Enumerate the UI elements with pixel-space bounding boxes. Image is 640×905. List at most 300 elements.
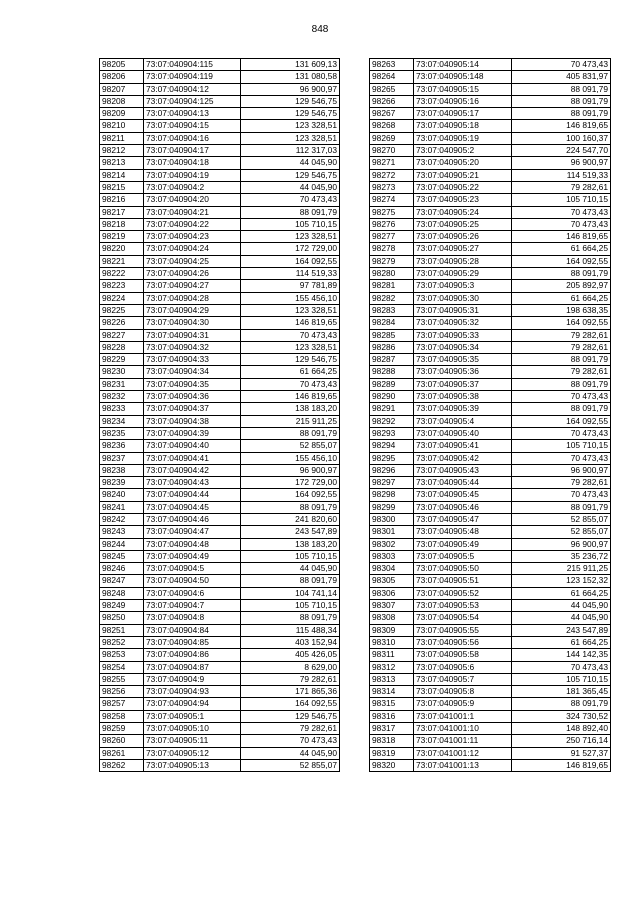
cadastral-number-cell: 73:07:041001:11 bbox=[414, 735, 512, 747]
row-number-cell: 98229 bbox=[100, 354, 144, 366]
row-number-cell: 98234 bbox=[100, 415, 144, 427]
table-row bbox=[370, 489, 611, 501]
cadastral-number-cell: 73:07:040904:29 bbox=[144, 304, 241, 316]
cadastral-number-cell: 73:07:040905:34 bbox=[414, 341, 512, 353]
amount-cell: 205 892,97 bbox=[512, 280, 611, 292]
amount-cell: 243 547,89 bbox=[241, 526, 340, 538]
table-row bbox=[370, 59, 611, 71]
amount-cell: 146 819,65 bbox=[241, 391, 340, 403]
cadastral-number-cell: 73:07:040904:119 bbox=[144, 71, 241, 83]
cadastral-number-cell: 73:07:041001:1 bbox=[414, 710, 512, 722]
cadastral-number-cell: 73:07:040905:50 bbox=[414, 563, 512, 575]
row-number-cell: 98309 bbox=[370, 624, 414, 636]
cadastral-number-cell: 73:07:040904:46 bbox=[144, 513, 241, 525]
amount-cell: 146 819,65 bbox=[512, 120, 611, 132]
table-row bbox=[100, 304, 340, 316]
table-row bbox=[100, 538, 340, 550]
cadastral-number-cell: 73:07:040904:84 bbox=[144, 624, 241, 636]
table-row bbox=[370, 759, 611, 771]
amount-cell: 70 473,43 bbox=[241, 378, 340, 390]
row-number-cell: 98235 bbox=[100, 427, 144, 439]
row-number-cell: 98293 bbox=[370, 427, 414, 439]
cadastral-number-cell: 73:07:040904:94 bbox=[144, 698, 241, 710]
row-number-cell: 98224 bbox=[100, 292, 144, 304]
amount-cell: 44 045,90 bbox=[241, 181, 340, 193]
cadastral-number-cell: 73:07:041001:10 bbox=[414, 723, 512, 735]
row-number-cell: 98277 bbox=[370, 231, 414, 243]
table-row bbox=[100, 563, 340, 575]
row-number-cell: 98300 bbox=[370, 513, 414, 525]
row-number-cell: 98301 bbox=[370, 526, 414, 538]
amount-cell: 88 091,79 bbox=[512, 83, 611, 95]
amount-cell: 61 664,25 bbox=[512, 636, 611, 648]
table-row bbox=[370, 698, 611, 710]
table-row bbox=[370, 452, 611, 464]
row-number-cell: 98211 bbox=[100, 132, 144, 144]
row-number-cell: 98264 bbox=[370, 71, 414, 83]
table-row bbox=[100, 747, 340, 759]
cadastral-number-cell: 73:07:040904:24 bbox=[144, 243, 241, 255]
amount-cell: 243 547,89 bbox=[512, 624, 611, 636]
cadastral-number-cell: 73:07:040905:48 bbox=[414, 526, 512, 538]
row-number-cell: 98271 bbox=[370, 157, 414, 169]
amount-cell: 88 091,79 bbox=[512, 108, 611, 120]
amount-cell: 114 519,33 bbox=[241, 268, 340, 280]
cadastral-number-cell: 73:07:040905:40 bbox=[414, 427, 512, 439]
amount-cell: 324 730,52 bbox=[512, 710, 611, 722]
cadastral-number-cell: 73:07:040904:27 bbox=[144, 280, 241, 292]
table-row bbox=[100, 218, 340, 230]
row-number-cell: 98221 bbox=[100, 255, 144, 267]
row-number-cell: 98318 bbox=[370, 735, 414, 747]
table-row bbox=[100, 452, 340, 464]
amount-cell: 123 328,51 bbox=[241, 120, 340, 132]
row-number-cell: 98306 bbox=[370, 587, 414, 599]
row-number-cell: 98263 bbox=[370, 59, 414, 71]
cadastral-number-cell: 73:07:040905:30 bbox=[414, 292, 512, 304]
row-number-cell: 98275 bbox=[370, 206, 414, 218]
amount-cell: 114 519,33 bbox=[512, 169, 611, 181]
table-row bbox=[100, 108, 340, 120]
row-number-cell: 98251 bbox=[100, 624, 144, 636]
cadastral-number-cell: 73:07:040905:25 bbox=[414, 218, 512, 230]
row-number-cell: 98210 bbox=[100, 120, 144, 132]
table-row bbox=[370, 710, 611, 722]
row-number-cell: 98281 bbox=[370, 280, 414, 292]
cadastral-number-cell: 73:07:040904:47 bbox=[144, 526, 241, 538]
cadastral-number-cell: 73:07:040905:16 bbox=[414, 95, 512, 107]
cadastral-number-cell: 73:07:040904:15 bbox=[144, 120, 241, 132]
cadastral-number-cell: 73:07:041001:13 bbox=[414, 759, 512, 771]
amount-cell: 70 473,43 bbox=[241, 194, 340, 206]
row-number-cell: 98308 bbox=[370, 612, 414, 624]
cadastral-number-cell: 73:07:040904:18 bbox=[144, 157, 241, 169]
row-number-cell: 98270 bbox=[370, 145, 414, 157]
amount-cell: 405 426,05 bbox=[241, 649, 340, 661]
row-number-cell: 98289 bbox=[370, 378, 414, 390]
table-row bbox=[100, 624, 340, 636]
amount-cell: 250 716,14 bbox=[512, 735, 611, 747]
row-number-cell: 98244 bbox=[100, 538, 144, 550]
table-row bbox=[370, 513, 611, 525]
table-row bbox=[370, 304, 611, 316]
table-row bbox=[370, 95, 611, 107]
cadastral-number-cell: 73:07:040904:5 bbox=[144, 563, 241, 575]
row-number-cell: 98287 bbox=[370, 354, 414, 366]
cadastral-number-cell: 73:07:040905:24 bbox=[414, 206, 512, 218]
cadastral-number-cell: 73:07:040904:87 bbox=[144, 661, 241, 673]
table-row bbox=[100, 317, 340, 329]
row-number-cell: 98313 bbox=[370, 673, 414, 685]
row-number-cell: 98276 bbox=[370, 218, 414, 230]
table-row bbox=[100, 206, 340, 218]
table-row bbox=[370, 501, 611, 513]
cadastral-number-cell: 73:07:040904:115 bbox=[144, 59, 241, 71]
table-row bbox=[100, 145, 340, 157]
row-number-cell: 98209 bbox=[100, 108, 144, 120]
amount-cell: 44 045,90 bbox=[241, 747, 340, 759]
table-row bbox=[370, 673, 611, 685]
row-number-cell: 98207 bbox=[100, 83, 144, 95]
cadastral-number-cell: 73:07:040905:12 bbox=[144, 747, 241, 759]
amount-cell: 123 152,32 bbox=[512, 575, 611, 587]
amount-cell: 70 473,43 bbox=[512, 427, 611, 439]
table-row bbox=[370, 587, 611, 599]
table-row bbox=[100, 612, 340, 624]
cadastral-number-cell: 73:07:040905:29 bbox=[414, 268, 512, 280]
table-row bbox=[370, 649, 611, 661]
row-number-cell: 98228 bbox=[100, 341, 144, 353]
amount-cell: 70 473,43 bbox=[512, 218, 611, 230]
table-row bbox=[370, 280, 611, 292]
amount-cell: 105 710,15 bbox=[512, 194, 611, 206]
amount-cell: 105 710,15 bbox=[241, 600, 340, 612]
cadastral-number-cell: 73:07:040905:55 bbox=[414, 624, 512, 636]
row-number-cell: 98222 bbox=[100, 268, 144, 280]
cadastral-number-cell: 73:07:040904:34 bbox=[144, 366, 241, 378]
row-number-cell: 98217 bbox=[100, 206, 144, 218]
table-row bbox=[370, 538, 611, 550]
row-number-cell: 98320 bbox=[370, 759, 414, 771]
cadastral-number-cell: 73:07:040905:36 bbox=[414, 366, 512, 378]
table-row bbox=[370, 391, 611, 403]
amount-cell: 148 892,40 bbox=[512, 723, 611, 735]
table-row bbox=[370, 243, 611, 255]
amount-cell: 241 820,60 bbox=[241, 513, 340, 525]
cadastral-number-cell: 73:07:040905:37 bbox=[414, 378, 512, 390]
table-row bbox=[370, 120, 611, 132]
cadastral-number-cell: 73:07:040905:15 bbox=[414, 83, 512, 95]
cadastral-number-cell: 73:07:040905:28 bbox=[414, 255, 512, 267]
amount-cell: 88 091,79 bbox=[512, 698, 611, 710]
table-row bbox=[100, 686, 340, 698]
cadastral-number-cell: 73:07:040905:46 bbox=[414, 501, 512, 513]
cadastral-number-cell: 73:07:040905:27 bbox=[414, 243, 512, 255]
amount-cell: 79 282,61 bbox=[241, 673, 340, 685]
row-number-cell: 98267 bbox=[370, 108, 414, 120]
cadastral-number-cell: 73:07:040905:58 bbox=[414, 649, 512, 661]
table-row bbox=[370, 108, 611, 120]
cadastral-number-cell: 73:07:040904:40 bbox=[144, 440, 241, 452]
amount-cell: 123 328,51 bbox=[241, 231, 340, 243]
amount-cell: 44 045,90 bbox=[512, 612, 611, 624]
cadastral-number-cell: 73:07:040904:33 bbox=[144, 354, 241, 366]
table-row bbox=[370, 747, 611, 759]
row-number-cell: 98290 bbox=[370, 391, 414, 403]
cadastral-number-cell: 73:07:040905:21 bbox=[414, 169, 512, 181]
cadastral-number-cell: 73:07:040905:42 bbox=[414, 452, 512, 464]
amount-cell: 138 183,20 bbox=[241, 403, 340, 415]
table-row bbox=[100, 403, 340, 415]
amount-cell: 88 091,79 bbox=[512, 501, 611, 513]
table-row bbox=[100, 366, 340, 378]
table-row bbox=[100, 341, 340, 353]
table-row bbox=[100, 292, 340, 304]
table-row bbox=[370, 218, 611, 230]
row-number-cell: 98312 bbox=[370, 661, 414, 673]
table-row bbox=[370, 181, 611, 193]
row-number-cell: 98295 bbox=[370, 452, 414, 464]
amount-cell: 52 855,07 bbox=[512, 526, 611, 538]
amount-cell: 104 741,14 bbox=[241, 587, 340, 599]
cadastral-number-cell: 73:07:040905:45 bbox=[414, 489, 512, 501]
cadastral-number-cell: 73:07:040904:48 bbox=[144, 538, 241, 550]
row-number-cell: 98304 bbox=[370, 563, 414, 575]
amount-cell: 105 710,15 bbox=[512, 673, 611, 685]
amount-cell: 164 092,55 bbox=[512, 317, 611, 329]
amount-cell: 88 091,79 bbox=[512, 403, 611, 415]
amount-cell: 61 664,25 bbox=[512, 587, 611, 599]
cadastral-number-cell: 73:07:040905:8 bbox=[414, 686, 512, 698]
cadastral-number-cell: 73:07:040904:9 bbox=[144, 673, 241, 685]
table-row bbox=[100, 661, 340, 673]
cadastral-number-cell: 73:07:040905:148 bbox=[414, 71, 512, 83]
cadastral-number-cell: 73:07:040905:3 bbox=[414, 280, 512, 292]
amount-cell: 105 710,15 bbox=[512, 440, 611, 452]
table-row bbox=[100, 157, 340, 169]
amount-cell: 403 152,94 bbox=[241, 636, 340, 648]
cadastral-number-cell: 73:07:040904:7 bbox=[144, 600, 241, 612]
table-row bbox=[370, 145, 611, 157]
amount-cell: 96 900,97 bbox=[512, 464, 611, 476]
row-number-cell: 98208 bbox=[100, 95, 144, 107]
row-number-cell: 98259 bbox=[100, 723, 144, 735]
amount-cell: 79 282,61 bbox=[512, 477, 611, 489]
table-row bbox=[370, 403, 611, 415]
amount-cell: 70 473,43 bbox=[512, 206, 611, 218]
table-row bbox=[370, 206, 611, 218]
cadastral-number-cell: 73:07:040904:44 bbox=[144, 489, 241, 501]
table-row bbox=[370, 600, 611, 612]
cadastral-number-cell: 73:07:040904:93 bbox=[144, 686, 241, 698]
cadastral-number-cell: 73:07:040904:41 bbox=[144, 452, 241, 464]
row-number-cell: 98291 bbox=[370, 403, 414, 415]
row-number-cell: 98284 bbox=[370, 317, 414, 329]
table-row bbox=[100, 477, 340, 489]
register-table-right bbox=[369, 58, 611, 772]
amount-cell: 97 781,89 bbox=[241, 280, 340, 292]
row-number-cell: 98233 bbox=[100, 403, 144, 415]
row-number-cell: 98223 bbox=[100, 280, 144, 292]
row-number-cell: 98247 bbox=[100, 575, 144, 587]
table-row bbox=[100, 526, 340, 538]
amount-cell: 88 091,79 bbox=[241, 575, 340, 587]
table-row bbox=[370, 83, 611, 95]
table-row bbox=[370, 292, 611, 304]
cadastral-number-cell: 73:07:040905:56 bbox=[414, 636, 512, 648]
row-number-cell: 98246 bbox=[100, 563, 144, 575]
cadastral-number-cell: 73:07:040904:49 bbox=[144, 550, 241, 562]
row-number-cell: 98279 bbox=[370, 255, 414, 267]
cadastral-number-cell: 73:07:040905:14 bbox=[414, 59, 512, 71]
row-number-cell: 98260 bbox=[100, 735, 144, 747]
table-row bbox=[370, 378, 611, 390]
row-number-cell: 98282 bbox=[370, 292, 414, 304]
amount-cell: 35 236,72 bbox=[512, 550, 611, 562]
cadastral-number-cell: 73:07:040905:6 bbox=[414, 661, 512, 673]
row-number-cell: 98307 bbox=[370, 600, 414, 612]
amount-cell: 70 473,43 bbox=[512, 452, 611, 464]
table-row bbox=[100, 120, 340, 132]
table-row bbox=[100, 673, 340, 685]
table-row bbox=[100, 489, 340, 501]
table-row bbox=[100, 636, 340, 648]
table-row bbox=[100, 243, 340, 255]
amount-cell: 198 638,35 bbox=[512, 304, 611, 316]
cadastral-number-cell: 73:07:040904:31 bbox=[144, 329, 241, 341]
row-number-cell: 98237 bbox=[100, 452, 144, 464]
table-row bbox=[370, 194, 611, 206]
row-number-cell: 98239 bbox=[100, 477, 144, 489]
amount-cell: 88 091,79 bbox=[241, 501, 340, 513]
cadastral-number-cell: 73:07:040904:45 bbox=[144, 501, 241, 513]
row-number-cell: 98205 bbox=[100, 59, 144, 71]
cadastral-number-cell: 73:07:041001:12 bbox=[414, 747, 512, 759]
cadastral-number-cell: 73:07:040905:18 bbox=[414, 120, 512, 132]
table-row bbox=[370, 661, 611, 673]
table-row bbox=[370, 71, 611, 83]
row-number-cell: 98310 bbox=[370, 636, 414, 648]
table-row bbox=[100, 501, 340, 513]
amount-cell: 215 911,25 bbox=[241, 415, 340, 427]
amount-cell: 144 142,35 bbox=[512, 649, 611, 661]
table-row bbox=[100, 280, 340, 292]
cadastral-number-cell: 73:07:040905:33 bbox=[414, 329, 512, 341]
row-number-cell: 98273 bbox=[370, 181, 414, 193]
row-number-cell: 98292 bbox=[370, 415, 414, 427]
row-number-cell: 98226 bbox=[100, 317, 144, 329]
amount-cell: 52 855,07 bbox=[241, 759, 340, 771]
row-number-cell: 98262 bbox=[100, 759, 144, 771]
row-number-cell: 98266 bbox=[370, 95, 414, 107]
table-row bbox=[100, 71, 340, 83]
row-number-cell: 98241 bbox=[100, 501, 144, 513]
amount-cell: 129 546,75 bbox=[241, 710, 340, 722]
cadastral-number-cell: 73:07:040904:28 bbox=[144, 292, 241, 304]
row-number-cell: 98311 bbox=[370, 649, 414, 661]
amount-cell: 44 045,90 bbox=[512, 600, 611, 612]
table-row bbox=[370, 157, 611, 169]
cadastral-number-cell: 73:07:040905:5 bbox=[414, 550, 512, 562]
table-row bbox=[100, 735, 340, 747]
row-number-cell: 98243 bbox=[100, 526, 144, 538]
row-number-cell: 98245 bbox=[100, 550, 144, 562]
table-row bbox=[100, 710, 340, 722]
amount-cell: 129 546,75 bbox=[241, 95, 340, 107]
register-table-left bbox=[99, 58, 340, 772]
table-row bbox=[100, 759, 340, 771]
table-row bbox=[100, 231, 340, 243]
row-number-cell: 98231 bbox=[100, 378, 144, 390]
amount-cell: 100 160,37 bbox=[512, 132, 611, 144]
cadastral-number-cell: 73:07:040905:49 bbox=[414, 538, 512, 550]
table-row bbox=[370, 366, 611, 378]
amount-cell: 61 664,25 bbox=[512, 292, 611, 304]
row-number-cell: 98269 bbox=[370, 132, 414, 144]
table-row bbox=[100, 83, 340, 95]
amount-cell: 405 831,97 bbox=[512, 71, 611, 83]
amount-cell: 164 092,55 bbox=[241, 698, 340, 710]
table-row bbox=[100, 329, 340, 341]
amount-cell: 181 365,45 bbox=[512, 686, 611, 698]
row-number-cell: 98236 bbox=[100, 440, 144, 452]
cadastral-number-cell: 73:07:040905:32 bbox=[414, 317, 512, 329]
amount-cell: 79 282,61 bbox=[512, 181, 611, 193]
cadastral-number-cell: 73:07:040904:16 bbox=[144, 132, 241, 144]
amount-cell: 96 900,97 bbox=[512, 157, 611, 169]
cadastral-number-cell: 73:07:040905:20 bbox=[414, 157, 512, 169]
amount-cell: 79 282,61 bbox=[241, 723, 340, 735]
cadastral-number-cell: 73:07:040905:2 bbox=[414, 145, 512, 157]
amount-cell: 61 664,25 bbox=[241, 366, 340, 378]
amount-cell: 88 091,79 bbox=[241, 612, 340, 624]
table-row bbox=[100, 698, 340, 710]
amount-cell: 171 865,36 bbox=[241, 686, 340, 698]
cadastral-number-cell: 73:07:040905:7 bbox=[414, 673, 512, 685]
table-row bbox=[370, 329, 611, 341]
cadastral-number-cell: 73:07:040905:39 bbox=[414, 403, 512, 415]
cadastral-number-cell: 73:07:040905:41 bbox=[414, 440, 512, 452]
row-number-cell: 98230 bbox=[100, 366, 144, 378]
amount-cell: 88 091,79 bbox=[241, 206, 340, 218]
amount-cell: 88 091,79 bbox=[512, 95, 611, 107]
cadastral-number-cell: 73:07:040904:8 bbox=[144, 612, 241, 624]
row-number-cell: 98248 bbox=[100, 587, 144, 599]
row-number-cell: 98302 bbox=[370, 538, 414, 550]
cadastral-number-cell: 73:07:040905:19 bbox=[414, 132, 512, 144]
table-row bbox=[100, 550, 340, 562]
cadastral-number-cell: 73:07:040904:35 bbox=[144, 378, 241, 390]
cadastral-number-cell: 73:07:040905:9 bbox=[414, 698, 512, 710]
cadastral-number-cell: 73:07:040904:23 bbox=[144, 231, 241, 243]
row-number-cell: 98238 bbox=[100, 464, 144, 476]
row-number-cell: 98215 bbox=[100, 181, 144, 193]
row-number-cell: 98288 bbox=[370, 366, 414, 378]
amount-cell: 44 045,90 bbox=[241, 157, 340, 169]
cadastral-number-cell: 73:07:040905:26 bbox=[414, 231, 512, 243]
table-row bbox=[370, 636, 611, 648]
row-number-cell: 98280 bbox=[370, 268, 414, 280]
row-number-cell: 98242 bbox=[100, 513, 144, 525]
table-row bbox=[100, 181, 340, 193]
amount-cell: 70 473,43 bbox=[241, 329, 340, 341]
amount-cell: 155 456,10 bbox=[241, 292, 340, 304]
row-number-cell: 98278 bbox=[370, 243, 414, 255]
cadastral-number-cell: 73:07:040905:23 bbox=[414, 194, 512, 206]
cadastral-number-cell: 73:07:040904:43 bbox=[144, 477, 241, 489]
amount-cell: 96 900,97 bbox=[241, 83, 340, 95]
amount-cell: 105 710,15 bbox=[241, 218, 340, 230]
